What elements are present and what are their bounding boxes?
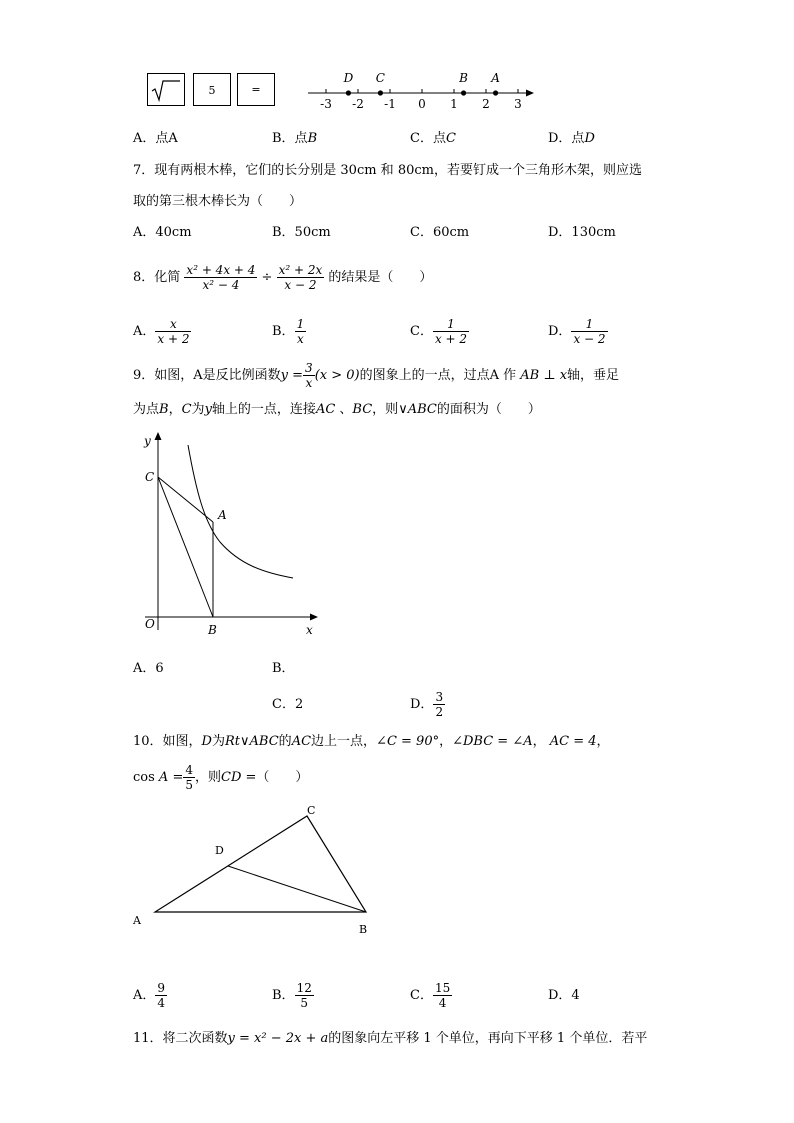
q10-option-b: B． $\frac{12}{5}$	[272, 981, 312, 1010]
q7-line-1: 7．现有两根木棒，它们的长分别是 30cm 和 80cm，若要钉成一个三角形木架，则应选	[133, 163, 642, 178]
number-line-point	[346, 90, 351, 95]
q9-label-b: B	[208, 623, 217, 637]
q6-option-c: C．点C	[410, 131, 456, 146]
q10-option-a: A． $\frac{9}{4}$	[133, 981, 166, 1010]
q6-option-d: D．点D	[548, 131, 595, 146]
equals-key	[237, 73, 275, 106]
q8-option-d: D． $\frac{1}{x - 2}$	[548, 317, 606, 346]
number-line-tick-label: -3	[320, 97, 332, 111]
q9-option-a: A．6	[133, 661, 164, 676]
q10-option-c: C． $\frac{15}{4}$	[410, 981, 451, 1010]
q8-fraction-1: $\frac{\text{x² + 4x + 4}}{\text{x² − 4}}$	[186, 263, 256, 292]
equals-label: =	[251, 83, 261, 96]
q9-fraction: $\frac{3}{x}$	[305, 361, 313, 390]
number-line-tick-label: 3	[514, 97, 522, 111]
q10-line-1: 10．如图，D为Rt∨ABC的AC边上一点，∠C = 90°，∠DBC = ∠A， AC = 4，	[133, 734, 610, 749]
q8-option-b: B． $\frac{1}{x}$	[272, 317, 305, 346]
q9-label-o: O	[145, 617, 155, 631]
q9-line-1: 9．如图，A是反比例函数y = $\frac{3}{x}$ (x > 0)的图象上的一点，过点A 作 AB ⊥ x轴，垂足	[133, 361, 620, 390]
sqrt-icon	[148, 74, 184, 105]
q10-cos-fraction: $\frac{4}{5}$	[185, 763, 193, 792]
q9-label-c: C	[145, 470, 155, 484]
number-line-point-label: D	[343, 71, 354, 85]
q10-triangle-abc	[155, 816, 366, 912]
number-line-point-label: C	[375, 71, 385, 85]
q8-stem: 8．化简 $\frac{\text{x² + 4x + 4}}{\text{x² − 4}}$ ÷ $\frac{\text{x² + 2x}}{x - 2}$ 的结果是（ ）	[133, 263, 433, 292]
q10-label-b: B	[359, 923, 368, 936]
q9-label-x: x	[306, 623, 313, 637]
q9-label-y: y	[144, 434, 151, 448]
q9-option-d: D． $\frac{3}{2}$	[410, 690, 444, 719]
number-line-point	[493, 90, 498, 95]
digit-five-label: 5	[208, 84, 216, 97]
q9-figure	[140, 430, 330, 645]
q9-line-2: 为点B，C为y轴上的一点，连接AC 、BC，则∨ABC的面积为（ ）	[133, 402, 541, 417]
number-line-tick-label: -2	[352, 97, 364, 111]
number-line-point	[461, 90, 466, 95]
number-line-point-label: B	[459, 71, 469, 85]
q8-option-c: C． $\frac{1}{x + 2}$	[410, 317, 468, 346]
number-line-arrow-icon	[526, 90, 534, 97]
q6-option-b: B．点B	[272, 131, 318, 146]
q10-line-2: cos A = $\frac{4}{5}$ ，则CD =（ ）	[133, 763, 309, 792]
q10-label-d: D	[215, 844, 224, 857]
number-line-tick-label: 0	[418, 97, 426, 111]
q7-option-d: D．130cm	[548, 225, 616, 240]
q9-y-arrow-icon	[155, 432, 162, 440]
q10-figure	[125, 800, 385, 940]
digit-five-key	[193, 73, 231, 106]
q9-hyperbola	[188, 445, 293, 578]
q7-option-c: C．60cm	[410, 225, 470, 240]
number-line-point	[378, 90, 383, 95]
q8-option-a: A． $\frac{x}{x + 2}$	[133, 317, 190, 346]
number-line-point-label: A	[491, 71, 500, 85]
q6-option-a: A．点A	[133, 131, 178, 146]
q7-option-a: A．40cm	[133, 225, 192, 240]
sqrt-key	[147, 73, 185, 106]
number-line-tick-label: -1	[384, 97, 396, 111]
q10-label-c: C	[307, 804, 316, 817]
q9-segment-ca	[158, 477, 213, 522]
q11-line-1: 11．将二次函数y = x² − 2x + a的图象向左平移 1 个单位，再向下平移 1 个单位．若平	[133, 1031, 648, 1046]
q10-label-a: A	[133, 914, 141, 927]
q8-fraction-2: $\frac{\text{x² + 2x}}{x - 2}$	[278, 263, 323, 292]
q7-line-2: 取的第三根木棒长为（ ）	[133, 194, 303, 209]
q9-label-a: A	[218, 508, 227, 522]
q10-option-d: D．4	[548, 988, 580, 1003]
number-line-tick-label: 1	[450, 97, 458, 111]
q7-option-b: B．50cm	[272, 225, 331, 240]
number-line	[300, 66, 540, 114]
q9-segment-cb	[158, 477, 213, 617]
q10-segment-bd	[228, 866, 366, 912]
q9-option-c: C．2	[272, 697, 304, 712]
q9-x-arrow-icon	[310, 614, 318, 621]
q9-option-b: B．	[272, 661, 295, 676]
number-line-tick-label: 2	[482, 97, 490, 111]
